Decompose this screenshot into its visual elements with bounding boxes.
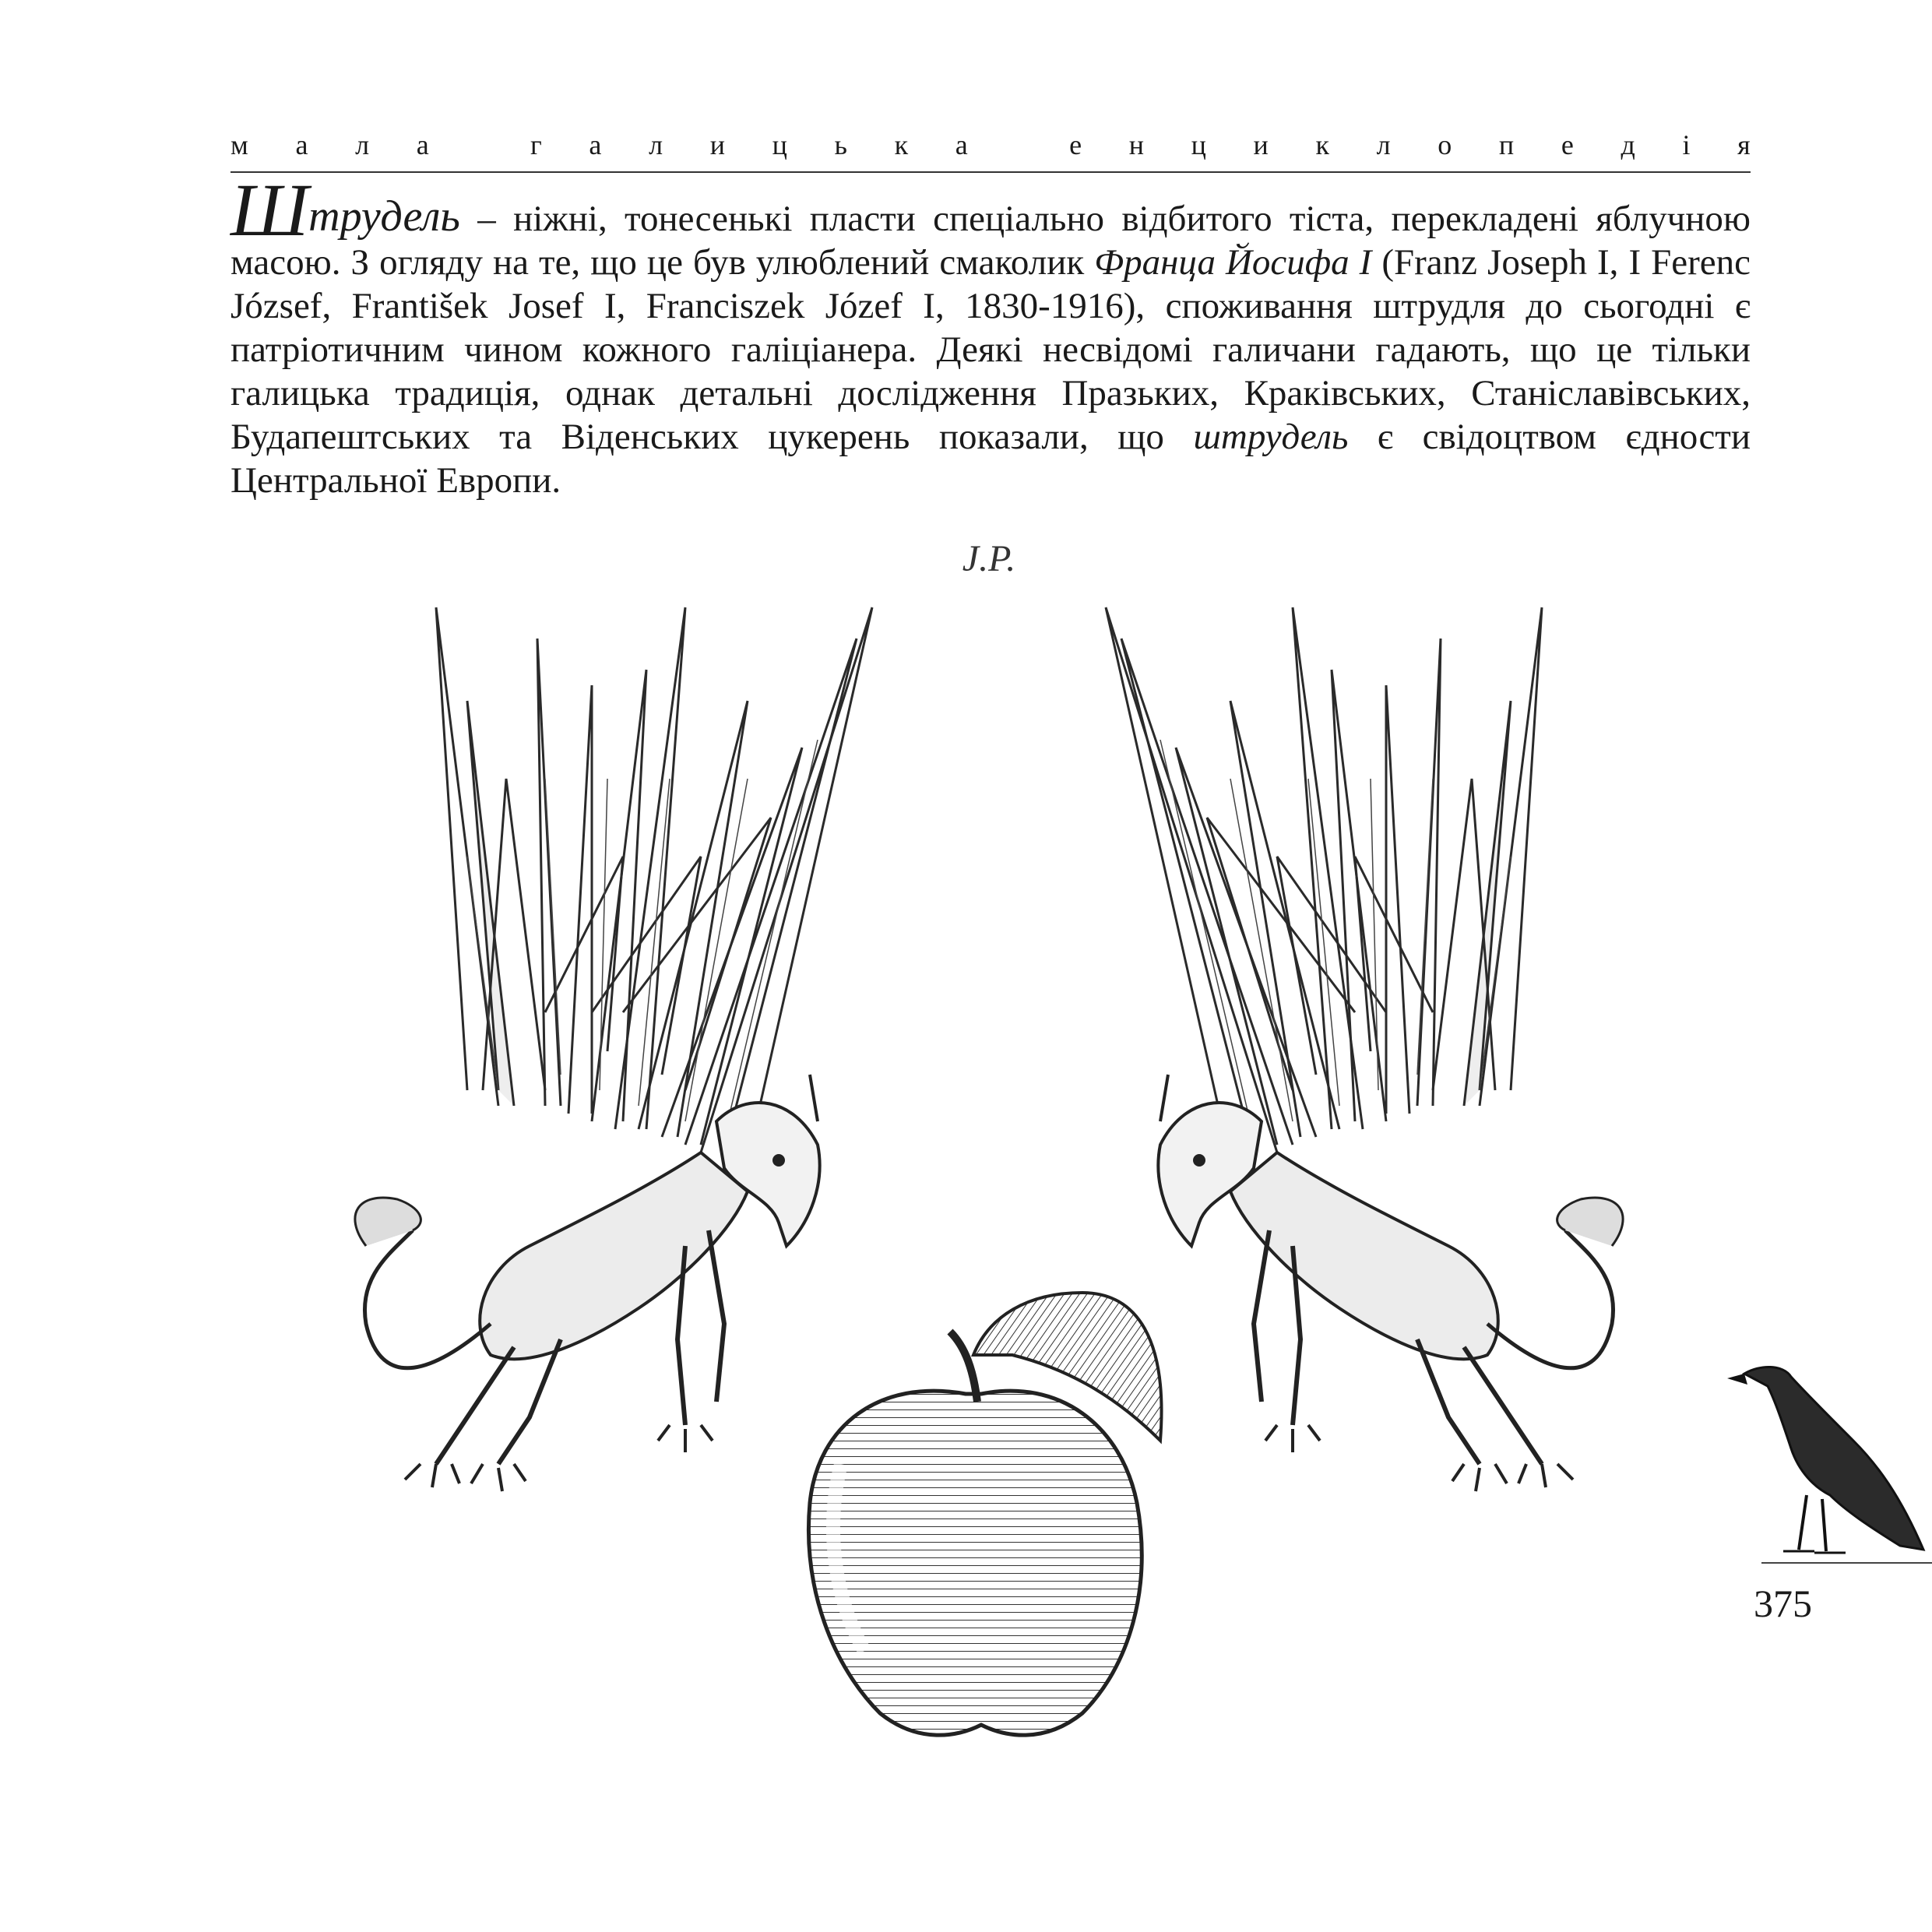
running-head-letter: н: [1128, 129, 1144, 160]
running-head-letter: ц: [772, 129, 787, 160]
entry-italic-text: штрудель: [1193, 417, 1349, 457]
running-head-letter: и: [709, 129, 725, 160]
running-head-letter: а: [955, 129, 968, 160]
entry-text: є свідоцтвом єдности Центральної Европи.: [231, 417, 1751, 501]
running-head-letter: г: [530, 129, 542, 160]
entry-text: – ніжні, тонесенькі пласти спеціально відбитого тіста, перекладені яблучною масою. З огляду на те, що це був улюблений смаколик: [231, 199, 1751, 283]
entry-text: (Franz Joseph I, I Ferenc József, František Josef I, Franciszek Józef I, 1830-1916), споживання штрудля до сьогодні є патріотичним чином кожного галіціанера. Деякі несвідомі галичани гадають, що це тільки галицька традиція, однак детальні дослідження Празьких, Краківських, Станіславівських, Будапештських та Віденських цукерень показали, що: [231, 242, 1751, 457]
running-head-letter: м: [231, 129, 248, 160]
crow-illustration: [1727, 1367, 1923, 1553]
running-head-letter: л: [1376, 129, 1391, 160]
running-head-letter: я: [1737, 129, 1751, 160]
running-head-letter: а: [295, 129, 308, 160]
entry-italic-text: Франца Йосифа І: [1094, 242, 1372, 283]
page-number: 375: [1754, 1582, 1812, 1625]
running-head-letter: а: [589, 129, 602, 160]
running-head-letter: е: [1561, 129, 1574, 160]
running-head-letter: л: [649, 129, 663, 160]
apple-illustration: [808, 1293, 1161, 1735]
running-head-letter: о: [1438, 129, 1452, 160]
running-head-letter: е: [1069, 129, 1082, 160]
running-head-letter: ц: [1191, 129, 1206, 160]
running-head-letter: к: [894, 129, 909, 160]
running-head-letter: д: [1621, 129, 1635, 160]
running-head-letter: ь: [834, 129, 847, 160]
headword-rest: трудель: [308, 192, 460, 241]
running-head-letter: к: [1315, 129, 1329, 160]
running-head-letter: и: [1253, 129, 1269, 160]
author-signature: J.P.: [962, 538, 1016, 579]
page-number-rule: [1761, 1562, 1932, 1564]
running-head-letter: л: [355, 129, 370, 160]
running-head-letter: а: [416, 129, 429, 160]
running-head-letter: і: [1682, 129, 1691, 160]
griffin-left-illustration: [355, 607, 872, 1491]
griffin-right-illustration: [1106, 607, 1623, 1491]
running-head-letter: п: [1498, 129, 1515, 160]
headword-initial: Ш: [231, 168, 309, 252]
